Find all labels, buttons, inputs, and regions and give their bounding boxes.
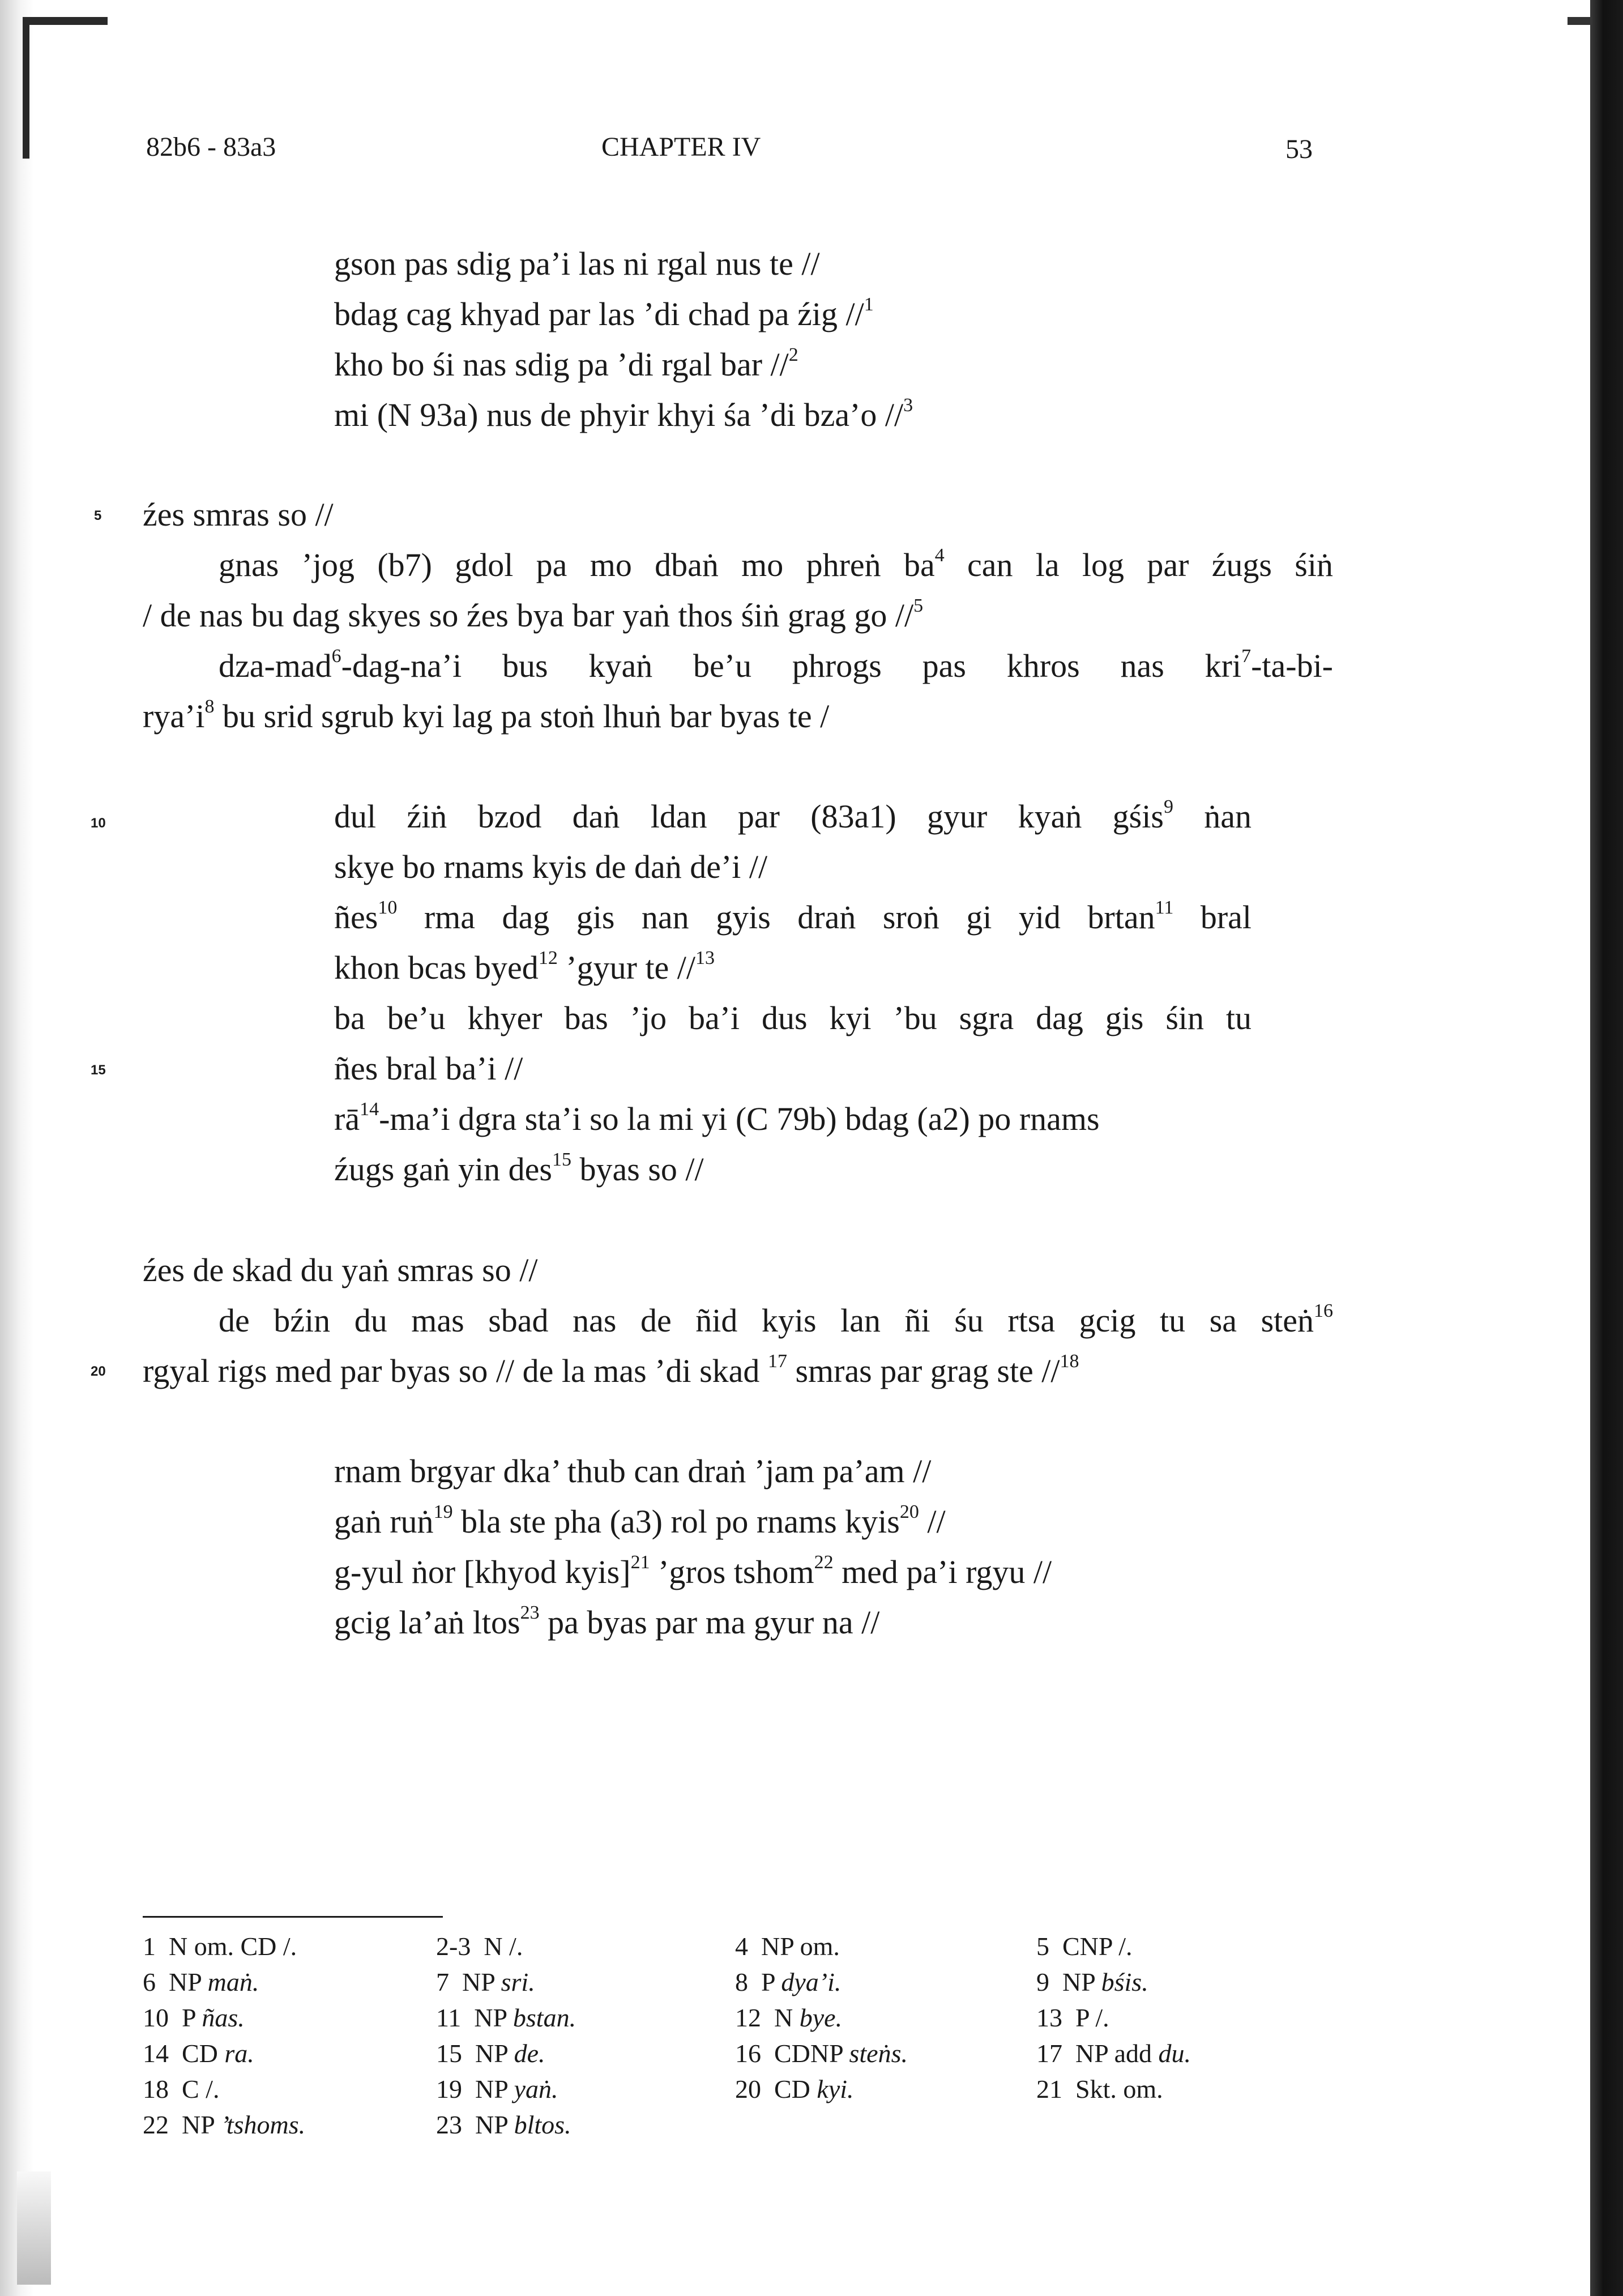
footnote-entry: 10 P ñas. — [143, 2003, 245, 2032]
footnote-ref: 21 — [630, 1551, 650, 1573]
scan-edge-shadow — [17, 2171, 51, 2285]
prose-line: źes smras so // — [143, 496, 334, 533]
footnote-ref: 6 — [331, 645, 341, 667]
footnote-ref: 18 — [1060, 1350, 1079, 1372]
verse-line: ñes bral ba’i // — [334, 1050, 523, 1087]
footnote-entry: 7 NP sri. — [436, 1968, 535, 1996]
scan-corner-mark — [1568, 17, 1590, 25]
verse-line: dul źiṅ bzod daṅ ldan par (83a1) gyur kyaṅ gśis$^9$ ṅan — [334, 796, 1252, 835]
verse-line: ba be’u khyer bas ’jo ba’i dus kyi ’bu sgra dag gis śin tu — [334, 1000, 1252, 1036]
footnote-entry: 17 NP add du. — [1036, 2039, 1191, 2068]
footnote-divider — [143, 1916, 443, 1918]
footnote-entry: 2-3 N /. — [436, 1932, 523, 1961]
footnote-ref: 10 — [378, 897, 398, 918]
verse-line: gcig la’aṅ ltos$^{23}$ pa byas par ma gyur na // — [334, 1602, 880, 1641]
prose-line: gnas ’jog (b7) gdol pa mo dbaṅ mo phreṅ $ba^4$ can la log par źugs śiṅ — [219, 544, 1333, 583]
footnote-entry: 22 NP ’tshoms. — [143, 2110, 306, 2139]
footnote-entry: 6 NP maṅ. — [143, 1968, 259, 1996]
footnote-entry: 14 CD ra. — [143, 2039, 254, 2068]
footnote-ref: 8 — [204, 695, 215, 717]
footnote-entry: 16 CDNP steṅs. — [735, 2039, 908, 2068]
footnote-ref: 14 — [360, 1098, 379, 1120]
scan-corner-mark — [23, 17, 29, 159]
prose-line: rgyal rigs med par byas so // de la mas ’di skad $^{17}$ smras par grag ste //$^{18}$ — [143, 1350, 1079, 1389]
footnote-ref: 7 — [1241, 645, 1252, 667]
verse-line: kho bo śi nas sdig pa ’di rgal bar //$^2$ — [334, 344, 798, 383]
footnote-entry: 19 NP yaṅ. — [436, 2075, 558, 2103]
prose-line: dza-mad$^6$-dag-na’i bus kyaṅ be’u phrogs pas khros nas kri$^7$-ta-bi- — [219, 645, 1333, 684]
footnote-ref: 11 — [1155, 897, 1174, 918]
verse-line: g-yul ṅor [khyod kyis]$^{21}$ ’gros tshom$^{22}$ med pa’i rgyu // — [334, 1551, 1052, 1590]
footnote-ref: 22 — [814, 1551, 834, 1573]
scan-corner-mark — [23, 17, 108, 25]
footnote-entry: 5 CNP /. — [1036, 1932, 1133, 1961]
footnote-ref: 15 — [552, 1149, 571, 1170]
footnote-entry: 1 N om. CD /. — [143, 1932, 297, 1961]
prose-line: źes de skad du yaṅ smras so // — [143, 1252, 538, 1288]
footnote-ref: 23 — [520, 1602, 540, 1623]
footnote-entry: 21 Skt. om. — [1036, 2075, 1163, 2103]
footnote-ref: 19 — [433, 1501, 453, 1522]
line-number: 10 — [91, 816, 106, 831]
verse-line: źugs gaṅ yin des$^{15}$ byas so // — [334, 1149, 704, 1188]
footnote-entry: 9 NP bśis. — [1036, 1968, 1148, 1996]
verse-line: ñes$^{10}$ rma dag gis nan gyis draṅ sroṅ gi yid brtan$^{11}$ bral — [334, 897, 1252, 936]
footnote-entry: 8 P dya’i. — [735, 1968, 842, 1996]
footnote-entry: 20 CD kyi. — [735, 2075, 854, 2103]
scan-edge-left — [0, 0, 34, 2296]
verse-line: gaṅ ruṅ$^{19}$ bla ste pha (a3) rol po rnams kyis$^{20}$ // — [334, 1501, 946, 1540]
footnote-ref: 20 — [899, 1501, 919, 1522]
line-number: 15 — [91, 1062, 106, 1078]
verse-line: mi (N 93a) nus de phyir khyi śa ’di bza’o //$^3$ — [334, 394, 913, 433]
prose-line: / de nas bu dag skyes so źes bya bar yaṅ thos śiṅ grag go //$^5$ — [143, 595, 924, 634]
footnote-entry: 15 NP de. — [436, 2039, 545, 2068]
running-head-folio: 82b6 - 83a3 — [146, 132, 276, 162]
footnote-entry: 12 N bye. — [735, 2003, 843, 2032]
line-number: 20 — [91, 1364, 106, 1379]
footnote-entry: 11 NP bstan. — [436, 2003, 576, 2032]
footnote-ref: 13 — [695, 947, 715, 968]
footnote-entry: 18 C /. — [143, 2075, 220, 2103]
verse-line: khon bcas byed$^{12}$ ’gyur te //$^{13}$ — [334, 947, 715, 986]
footnote-ref: 2 — [788, 344, 798, 365]
verse-line: rnam brgyar dka’ thub can draṅ ’jam pa’am // — [334, 1453, 932, 1490]
verse-line: $rā^{14}-ma’i$ dgra sta’i so la mi yi (C 79b) bdag (a2) po rnams — [334, 1098, 1100, 1137]
footnote-entry: 13 P /. — [1036, 2003, 1109, 2032]
footnote-entry: 4 NP om. — [735, 1932, 840, 1961]
line-number: 5 — [94, 508, 102, 523]
footnote-ref: 4 — [934, 544, 945, 566]
footnote-ref: 1 — [864, 293, 874, 315]
page-number: 53 — [1285, 134, 1313, 164]
footnote-entry: 23 NP bltos. — [436, 2110, 571, 2139]
footnote-ref: 5 — [913, 595, 924, 616]
verse-line: skye bo rnams kyis de daṅ de’i // — [334, 848, 768, 885]
scan-edge-right — [1590, 0, 1623, 2296]
prose-line: $rya’i^8$ bu srid sgrub kyi lag pa stoṅ lhuṅ bar byas te / — [143, 695, 830, 735]
footnote-ref: 17 — [767, 1350, 787, 1372]
verse-line: bdag cag khyad par las ’di chad pa źig //$^1$ — [334, 293, 874, 332]
footnote-ref: 12 — [538, 947, 558, 968]
running-head-chapter: CHAPTER IV — [601, 132, 761, 162]
prose-line: de bźin du mas sbad nas de ñid kyis lan ñi śu rtsa gcig tu sa steṅ$^{16}$ — [219, 1300, 1333, 1339]
footnote-ref: 9 — [1163, 796, 1173, 817]
footnote-ref: 16 — [1314, 1300, 1333, 1321]
footnote-ref: 3 — [903, 394, 913, 416]
verse-line: gson pas sdig pa’i las ni rgal nus te // — [334, 245, 820, 282]
